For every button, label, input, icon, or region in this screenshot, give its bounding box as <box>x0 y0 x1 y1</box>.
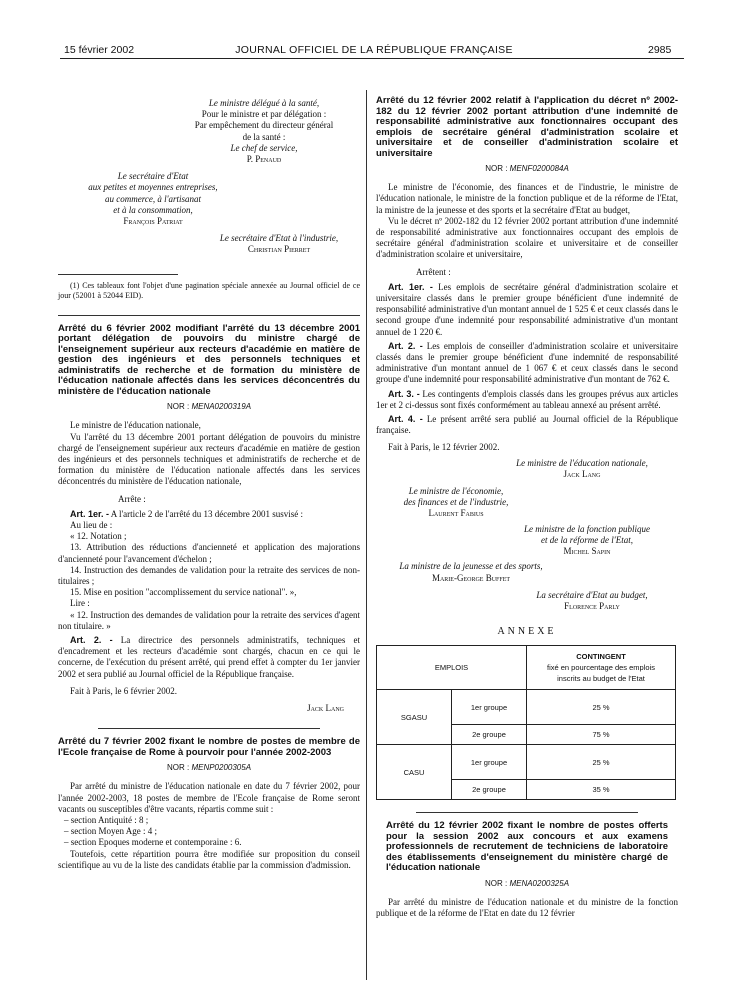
footnote: (1) Ces tableaux font l'objet d'une pagination spéciale annexée au Journal officiel de ce jour (52001 à 52044 EID). <box>58 280 360 300</box>
sig-line: Le ministre de la fonction publique <box>524 523 650 534</box>
article-1 <box>376 282 678 338</box>
article-text: Les contingents d'emplois classés dans les groupes prévus aux articles 1er et 2 ci-dessus sont fixés conformément au tableau annexé au présent arrêté. <box>376 388 679 410</box>
signature-block <box>496 524 678 558</box>
sig-name: Christian Pierret <box>247 244 311 255</box>
page-number: 2985 <box>648 44 672 56</box>
article-label: Art. 1er. - <box>70 508 110 519</box>
table-row <box>377 745 676 780</box>
table-cell-value: 25 % <box>527 690 676 725</box>
arrete-label: Arrête : <box>118 493 146 504</box>
sig-name: Jack Lang <box>307 703 344 714</box>
paragraph: Le ministre de l'économie, des finances et de l'industrie, le ministre de l'éducation nationale, le ministre de la fonction publique et de la réforme de l'Etat, la ministre de la jeunesse et des sports et la secrétaire d'Etat au budget, <box>376 182 678 215</box>
section-rule <box>416 812 638 813</box>
header-title: JOURNAL OFFICIEL DE LA RÉPUBLIQUE FRANÇAISE <box>235 44 513 56</box>
article-text: Les emplois de conseiller d'administration scolaire et universitaire classés dans le premier groupe bénéficient d'une indemnité de responsabilité administrative d'un montant annuel de 1 067 € et ceux classés dans le second groupe d'une indemnité pour responsabilité administrative d'un montant de 762 €. <box>376 340 678 385</box>
table-cell-value: 75 % <box>527 725 676 745</box>
nor-code: MENA0200319A <box>191 402 252 412</box>
nor-code: MENP0200305A <box>191 763 252 773</box>
nor-ref <box>376 878 678 889</box>
article-title: Arrêté du 12 février 2002 relatif à l'application du décret nº 2002-182 du 12 février 2002 portant attribution d'une indemnité de responsabilité administrative aux fonctionnaires occupant des emplois de secrétaire général d'administration scolaire et universitaire et de conseiller d'administration scolaire et universitaire <box>376 95 678 159</box>
article-4 <box>376 414 678 436</box>
nor-ref <box>58 762 360 773</box>
article-title: Arrêté du 6 février 2002 modifiant l'arrêté du 13 décembre 2001 portant délégation de pouvoirs du ministre chargé de l'enseignement supérieur aux recteurs d'académie en matière de gestion des ingénieurs et des personnels techniques et administratifs de recherche et de formation du ministère de l'éducation nationale affectés dans les services déconcentrés du ministère de l'éducation nationale <box>58 322 360 397</box>
sig-line: Le ministre de l'économie, <box>408 486 504 497</box>
signature-block <box>376 561 566 583</box>
nor-code: MENF0200084A <box>509 164 569 173</box>
article-1 <box>58 509 360 520</box>
footnote-rule <box>58 274 178 275</box>
sig-line: au commerce, à l'artisanat <box>104 193 202 204</box>
quote-line: « 12. Notation ; <box>70 531 127 542</box>
sig-line: et à la consommation, <box>113 204 193 215</box>
article-label: Art. 2. - <box>388 340 423 351</box>
quote-line: « 12. Instruction des demandes de validation pour la retraite des services d'agent non titulaire. » <box>58 609 360 631</box>
paragraph: Toutefois, cette répartition pourra être modifiée sur proposition du conseil scientifique au vu de la liste des candidats établie par la commission d'admission. <box>58 848 360 870</box>
article-label: Art. 3. - <box>388 388 420 399</box>
list-item: – section Moyen Age : 4 ; <box>64 826 157 837</box>
left-column <box>58 68 360 871</box>
sig-line: Pour le ministre et par délégation : <box>201 109 327 120</box>
signature-block-industrie <box>198 233 360 255</box>
quote-line: 15. Mise en position "accomplissement du service national". », <box>70 587 297 598</box>
fait-line: Fait à Paris, le 6 février 2002. <box>70 685 177 696</box>
table-cell-emploi: CASU <box>377 745 452 800</box>
sig-line: Le ministre délégué à la santé, <box>208 98 320 108</box>
article-2 <box>376 341 678 386</box>
table-cell-emploi: SGASU <box>377 690 452 745</box>
sig-name: Laurent Fabius <box>428 508 484 519</box>
right-column <box>376 96 678 919</box>
paragraph: Vu l'arrêté du 13 décembre 2001 portant délégation de pouvoirs du ministre chargé de l'enseignement supérieur aux recteurs d'académie en matière de gestion des ingénieurs et des personnels techniques et administratifs de recherche et de formation du ministère de l'éducation nationale affectés dans les services déconcentrés du ministère de l'éducation nationale, <box>58 431 360 487</box>
paragraph: Lire : <box>70 598 90 609</box>
sig-name: P. Penaud <box>246 154 282 165</box>
annexe-table <box>376 645 676 800</box>
signature-block-pme <box>58 171 248 227</box>
column-separator <box>366 90 367 980</box>
nor-ref <box>58 401 360 412</box>
table-row <box>377 690 676 725</box>
section-rule <box>98 728 320 729</box>
sig-line: La ministre de la jeunesse et des sports, <box>399 561 543 572</box>
nor-code: MENA0200325A <box>509 878 570 888</box>
arretent-label: Arrêtent : <box>416 266 451 277</box>
quote-line: 14. Instruction des demandes de validation pour la retraite des services de non-titulaires ; <box>58 564 360 586</box>
list-item: – section Epoques moderne et contemporaine : 6. <box>64 837 242 848</box>
sig-line: Le secrétaire d'Etat à l'industrie, <box>219 233 339 244</box>
table-cell-groupe: 1er groupe <box>452 745 527 780</box>
article-3 <box>376 389 678 411</box>
nor-label: NOR : <box>484 878 508 888</box>
quote-line: 13. Attribution des réductions d'ancienneté et application des majorations d'ancienneté pour l'avancement d'échelon ; <box>58 542 360 564</box>
header-line: inscrits au budget de l'Etat <box>557 674 645 684</box>
sig-line: Le chef de service, <box>230 142 298 153</box>
signature-block <box>376 486 536 520</box>
sig-name: Michel Sapin <box>563 546 611 557</box>
table-header-contingent <box>527 646 676 690</box>
header-line: CONTINGENT <box>576 652 626 661</box>
list-item: – section Antiquité : 8 ; <box>64 815 149 826</box>
paragraph: Par arrêté du ministre de l'éducation nationale en date du 7 février 2002, pour l'année 2002-2003, 18 postes de membre de l'Ecole française de Rome seront vacants ou susceptibles d'être vacants, répartis comme suit : <box>58 781 360 814</box>
sig-name: Marie-George Buffet <box>431 572 511 583</box>
sig-line: Par empêchement du directeur général <box>194 120 334 131</box>
section-rule <box>58 315 360 316</box>
article-text: Les emplois de secrétaire général d'administration scolaire et universitaire classés dans le premier groupe bénéficient d'une indemnité de responsabilité administrative d'un montant annuel de 1 525 € et ceux classés dans le second groupe d'une indemnité pour responsabilité administrative d'un montant annuel de 1 220 €. <box>376 281 678 337</box>
paragraph: Par arrêté du ministre de l'éducation nationale et du ministre de la fonction publique et de la réforme de l'Etat en date du 12 février <box>376 897 678 919</box>
table-cell-value: 35 % <box>527 780 676 800</box>
sig-line: aux petites et moyennes entreprises, <box>88 182 218 193</box>
signature-block-sante <box>168 98 360 165</box>
table-header-emplois: EMPLOIS <box>377 646 527 690</box>
sig-line: et de la réforme de l'Etat, <box>541 534 633 545</box>
paragraph: Au lieu de : <box>70 519 113 530</box>
article-label: Art. 1er. - <box>388 281 433 292</box>
sig-name: Jack Lang <box>563 468 601 479</box>
article-title: Arrêté du 7 février 2002 fixant le nombre de postes de membre de l'Ecole française de Rome à pourvoir pour l'année 2002-2003 <box>58 736 360 758</box>
header-line: fixé en pourcentage des emplois <box>547 663 655 673</box>
article-label: Art. 2. - <box>70 635 113 645</box>
header-date: 15 février 2002 <box>64 44 135 56</box>
sig-name: Florence Parly <box>564 600 620 611</box>
sig-line: Le secrétaire d'Etat <box>117 171 189 182</box>
table-header-row <box>377 646 676 690</box>
nor-label: NOR : <box>166 402 190 412</box>
article-2 <box>58 635 360 680</box>
table-cell-groupe: 2e groupe <box>452 780 527 800</box>
annexe-heading: ANNEXE <box>497 626 557 638</box>
sig-line: La secrétaire d'Etat au budget, <box>536 589 648 600</box>
table-cell-value: 25 % <box>527 745 676 780</box>
nor-label: NOR : <box>166 763 190 773</box>
signature-block <box>506 590 678 612</box>
article-label: Art. 4. - <box>388 414 423 425</box>
article-title: Arrêté du 12 février 2002 fixant le nombre de postes offerts pour la session 2002 aux concours et aux examens professionnels de recrutement de techniciens de laboratoire des établissements d'enseignement du ministère chargé de l'éducation nationale <box>386 820 668 874</box>
article-text: A l'article 2 de l'arrêté du 13 décembre 2001 susvisé : <box>110 508 303 519</box>
paragraph: Vu le décret nº 2002-182 du 12 février 2002 portant attribution d'une indemnité de responsabilité administrative aux fonctionnaires occupant des emplois de secrétaire général d'administration scolaire et universitaire et de conseiller d'administration scolaire et universitaire, <box>376 215 678 260</box>
article-text: Le présent arrêté sera publié au Journal officiel de la République française. <box>376 414 679 436</box>
signature-block <box>486 458 678 480</box>
sig-line: des finances et de l'industrie, <box>403 497 509 508</box>
sig-line: de la santé : <box>242 131 286 142</box>
nor-label: NOR : <box>485 164 508 173</box>
table-cell-groupe: 2e groupe <box>452 725 527 745</box>
table-cell-groupe: 1er groupe <box>452 690 527 725</box>
article-text: La directrice des personnels administratifs, techniques et d'encadrement et les recteurs d'académie sont chargés, chacun en ce qui le concerne, de l'exécution du présent arrêté, qui prend effet à compter du 1er janvier 2002 et sera publié au Journal officiel de la République française. <box>58 635 360 679</box>
fait-line: Fait à Paris, le 12 février 2002. <box>388 442 500 453</box>
sig-name: François Patriat <box>123 216 183 227</box>
nor-ref <box>376 163 678 174</box>
paragraph: Le ministre de l'éducation nationale, <box>70 420 201 431</box>
sig-line: Le ministre de l'éducation nationale, <box>516 457 648 468</box>
header-rule <box>60 58 684 59</box>
